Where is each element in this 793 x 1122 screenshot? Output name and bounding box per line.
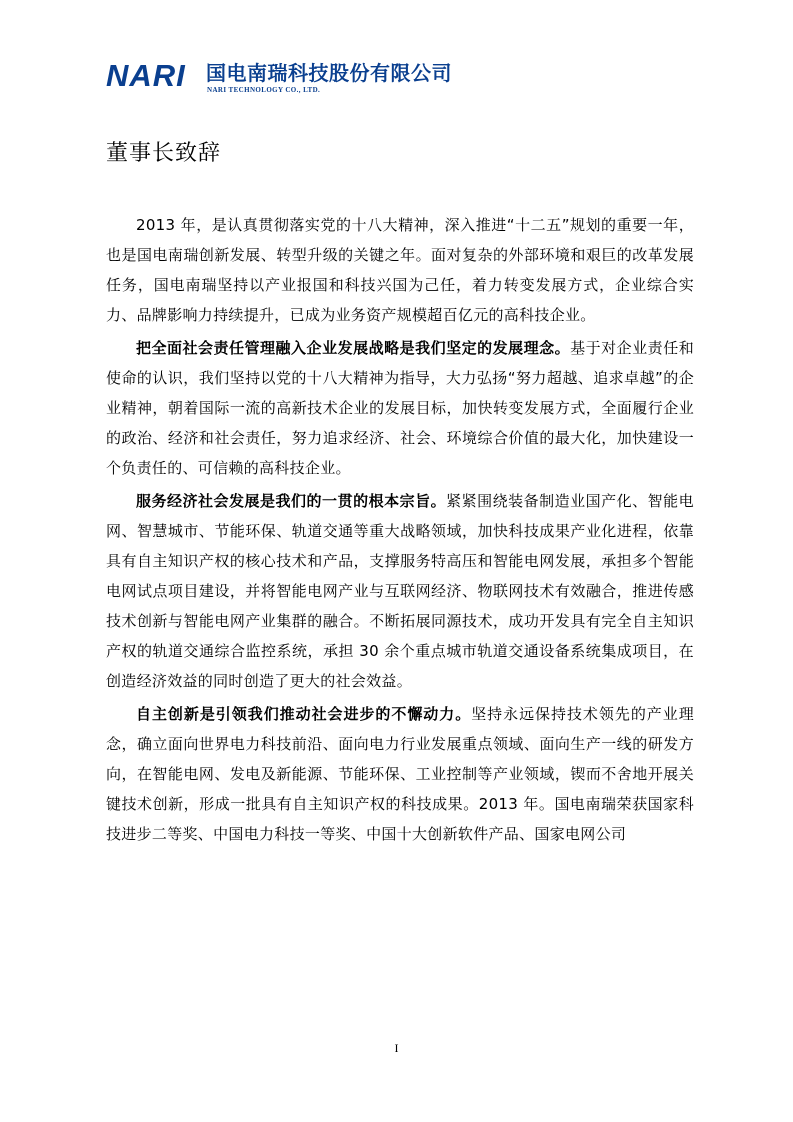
paragraph-lead: 服务经济社会发展是我们的一贯的根本宗旨。: [136, 492, 447, 510]
paragraph-text: 紧紧围绕装备制造业国产化、智能电网、智慧城市、节能环保、轨道交通等重大战略领域，加快科技成果产业化进程，依靠具有自主知识产权的核心技术和产品，支撑服务特高压和智能电网发展，承担多个智能电网试点项目建设，并将智能电网产业与互联网经济、物联网技术有效融合，推进传感技术创新与智能电网产业集群的融合。不断拓展同源技术，成功开发具有完全自主知识产权的轨道交通综合监控系统，承担 30 余个重点城市轨道交通设备系统集成项目，在创造经济效益的同时创造了更大的社会效益。: [106, 492, 694, 690]
paragraph-text: 坚持永远保持技术领先的产业理念，确立面向世界电力科技前沿、面向电力行业发展重点领域、面向生产一线的研发方向，在智能电网、发电及新能源、节能环保、工业控制等产业领域，锲而不舍地开展关键技术创新，形成一批具有自主知识产权的科技成果。2013 年。国电南瑞荣获国家科技进步二等奖、中国电力科技一等奖、中国十大创新软件产品、国家电网公司: [106, 705, 695, 843]
paragraph-social-responsibility: [106, 333, 694, 483]
paragraph-text: 2013 年，是认真贯彻落实党的十八大精神，深入推进“十二五”规划的重要一年，也是国电南瑞创新发展、转型升级的关键之年。面对复杂的外部环境和艰巨的改革发展任务，国电南瑞坚持以产业报国和科技兴国为己任，着力转变发展方式，企业综合实力、品牌影响力持续提升，已成为业务资产规模超百亿元的高科技企业。: [106, 216, 694, 324]
nari-logo-mark: NARI: [106, 58, 186, 93]
company-name-en: NARI TECHNOLOGY CO., LTD.: [207, 86, 321, 94]
company-name-cn: 国电南瑞科技股份有限公司: [206, 61, 452, 85]
paragraph-lead: 把全面社会责任管理融入企业发展战略是我们坚定的发展理念。: [136, 339, 571, 357]
page-title: 董事长致辞: [106, 141, 222, 166]
paragraph-intro: [106, 210, 694, 330]
page-number: I: [394, 1041, 399, 1055]
paragraph-text: 基于对企业责任和使命的认识，我们坚持以党的十八大精神为指导，大力弘扬“努力超越、追求卓越”的企业精神，朝着国际一流的高新技术企业的发展目标，加快转变发展方式，全面履行企业的政治、经济和社会责任，努力追求经济、社会、环境综合价值的最大化，加快建设一个负责任的、可信赖的高科技企业。: [106, 339, 694, 477]
paragraph-lead: 自主创新是引领我们推动社会进步的不懈动力。: [136, 705, 472, 723]
letter-body: [106, 210, 694, 849]
paragraph-service: [106, 486, 694, 696]
company-header: [106, 58, 526, 98]
paragraph-innovation: [106, 699, 694, 849]
